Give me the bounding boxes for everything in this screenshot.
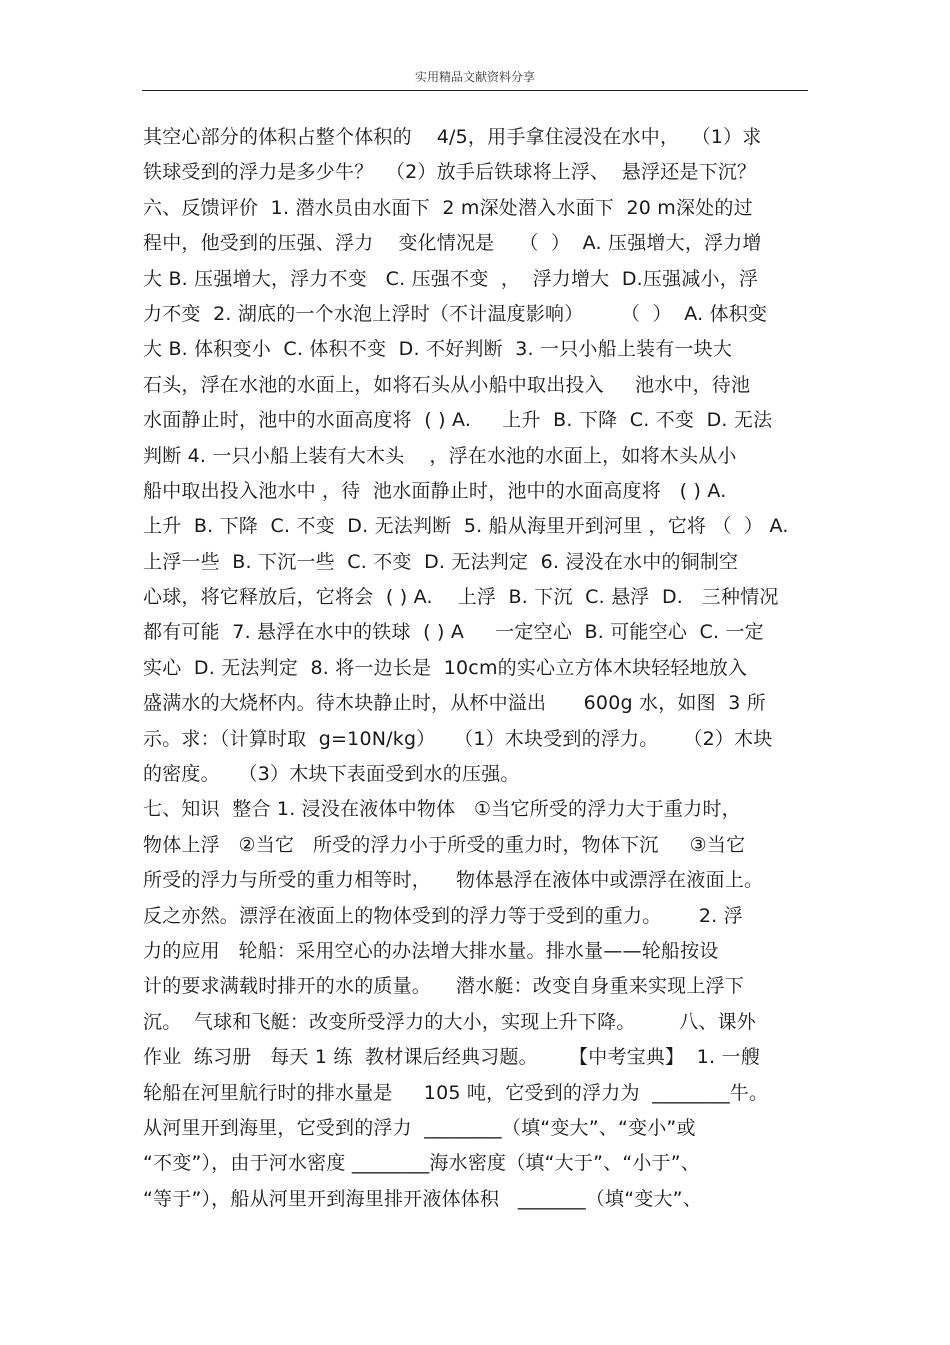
text-line: 船中取出投入池水中 ，待 池水面静止时，池中的水面高度将 ( ) A. (143, 479, 727, 502)
text-line: 上升 B. 下降 C. 不变 D. 无法判断 5. 船从海里开到河里 ，它将 （ ） A. (143, 515, 789, 538)
text-line: 都有可能 7. 悬浮在水中的铁球 ( ) A 一定空心 B. 可能空心 C. 一定 (143, 621, 764, 644)
text-line: 七、知识 整合 1. 浸没在液体中物体 ①当它所受的浮力大于重力时， (143, 798, 741, 821)
text-line: 沉。 气球和飞艇：改变所受浮力的大小，实现上升下降。 八、课外 (143, 1010, 756, 1033)
text-line: 所受的浮力与所受的重力相等时， 物体悬浮在液体中或漂浮在液面上。 (143, 869, 764, 892)
text-line: 示。求：（计算时取 g=10N/kg） （1）木块受到的浮力。 （2）木块 (143, 727, 773, 750)
text-line: 大 B. 压强增大，浮力不变 C. 压强不变 ， 浮力增大 D.压强减小，浮 (143, 267, 759, 290)
text-line: 程中，他受到的压强、浮力 变化情况是 （ ） A. 压强增大，浮力增 (143, 232, 762, 255)
text-line: “不变”），由于河水密度 ________海水密度（填“大于”、“小于”、 (143, 1152, 701, 1175)
text-line: 力不变 2. 湖底的一个水泡上浮时（不计温度影响） （ ） A. 体积变 (143, 302, 768, 325)
text-line: 反之亦然。漂浮在液面上的物体受到的浮力等于受到的重力。 2. 浮 (143, 904, 743, 927)
text-line: 大 B. 体积变小 C. 体积不变 D. 不好判断 3. 一只小船上装有一块大 (143, 338, 733, 361)
text-line: 轮船在河里航行时的排水量是 105 吨，它受到的浮力为 ________牛。 (143, 1081, 769, 1104)
text-line: “等于”），船从河里开到海里排开液体体积 _______（填“变大”、 (143, 1187, 702, 1210)
text-line: 作业 练习册 每天 1 练 教材课后经典习题。 【中考宝典】 1. 一艘 (143, 1046, 760, 1069)
text-line: 判断 4. 一只小船上装有大木头 ，浮在水池的水面上，如将木头从小 (143, 444, 737, 467)
text-line: 实心 D. 无法判定 8. 将一边长是 10cm的实心立方体木块轻轻地放入 (143, 656, 748, 679)
text-line: 物体上浮 ②当它 所受的浮力小于所受的重力时，物体下沉 ③当它 (143, 833, 746, 856)
document-body (143, 120, 813, 1217)
text-line: 其空心部分的体积占整个体积的 4/5，用手拿住浸没在水中， （1）求 (143, 126, 762, 148)
text-line: 从河里开到海里，它受到的浮力 ________（填“变大”、“变小”或 (143, 1116, 696, 1139)
text-line: 石头，浮在水池的水面上，如将石头从小船中取出投入 池水中，待池 (143, 373, 751, 396)
text-line: 计的要求满载时排开的水的质量。 潜水艇：改变自身重来实现上浮下 (143, 975, 744, 998)
text-line: 力的应用 轮船：采用空心的办法增大排水量。排水量——轮船按设 (143, 939, 719, 962)
text-line: 水面静止时，池中的水面高度将 ( ) A. 上升 B. 下降 C. 不变 D. 无法 (143, 409, 773, 432)
text-line: 盛满水的大烧杯内。待木块静止时，从杯中溢出 600g 水，如图 3 所 (143, 692, 767, 715)
header-divider (142, 90, 808, 91)
text-line: 的密度。 （3）木块下表面受到水的压强。 (143, 763, 520, 786)
text-line: 心球，将它释放后，它将会 ( ) A. 上浮 B. 下沉 C. 悬浮 D. 三种情况 (143, 586, 779, 609)
text-line: 铁球受到的浮力是多少牛？ （2）放手后铁球将上浮、 悬浮还是下沉？ (143, 161, 757, 184)
text-line: 六、反馈评价 1. 潜水员由水面下 2 m深处潜入水面下 20 m深处的过 (143, 196, 753, 219)
page-header: 实用精品文献资料分享 (414, 70, 535, 84)
text-line: 上浮一些 B. 下沉一些 C. 不变 D. 无法判定 6. 浸没在水中的铜制空 (143, 550, 739, 573)
